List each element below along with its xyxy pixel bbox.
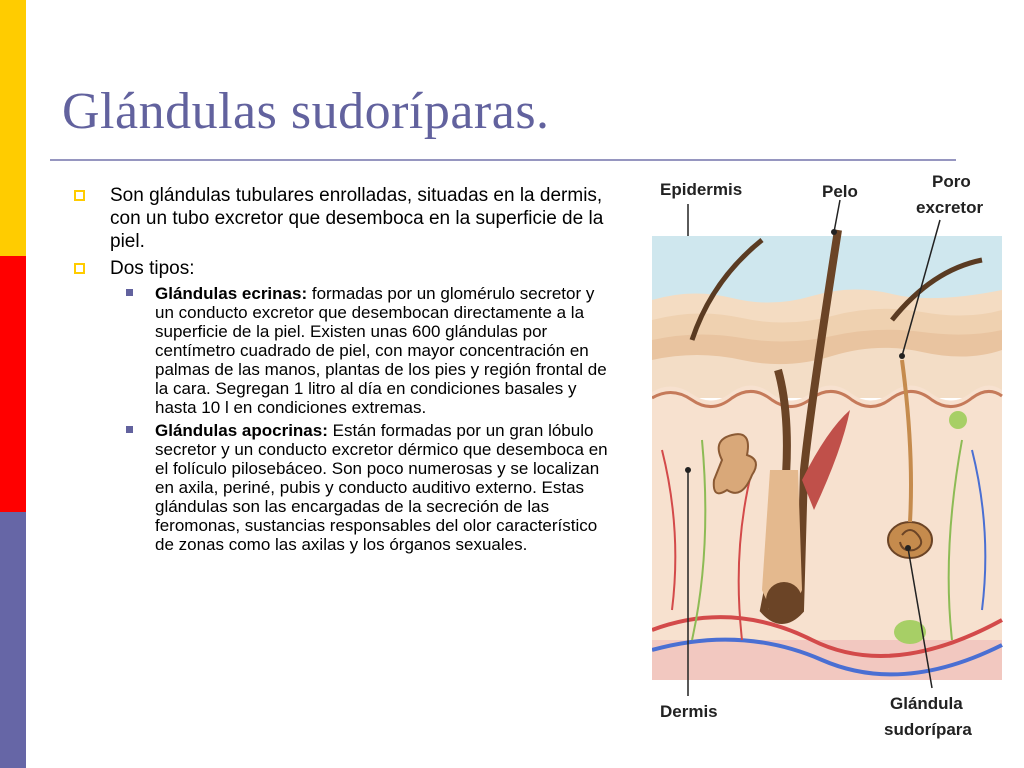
label-glandula-line1: Glándula [890,694,963,713]
label-dermis: Dermis [660,702,718,721]
description-ecrinas: formadas por un glomérulo secretor y un conducto excretor que desembocan directamente a la superficie de la piel. Existen unas 600 glándulas por centímetro cuadrado de piel, con mayor concentración en palmas de las manos, plantas de los pies y región frontal de la cara. Segregan 1 litro al día en condiciones basales y hasta 10 l en condiciones extremas. [155,284,607,417]
label-poro-line1: Poro [932,172,971,191]
label-glandula-line2: sudorípara [884,720,972,739]
subbullet-apocrinas [70,421,610,554]
bullet-text: Son glándulas tubulares enrolladas, situadas en la dermis, con un tubo excretor que desemboca en la superficie de la piel. [110,185,604,252]
term-ecrinas: Glándulas ecrinas: [155,284,308,303]
subbullet-ecrinas [70,284,610,417]
label-epidermis: Epidermis [660,180,743,199]
accent-band-red [0,256,26,512]
square-bullet-icon [74,190,85,201]
slide-title: Glándulas sudoríparas. [62,83,550,140]
skin-diagram [652,170,1004,750]
accent-band-purple [0,512,26,768]
label-poro-line2: excretor [916,198,984,217]
skin-cross-section-illustration [652,170,1004,750]
filled-square-bullet-icon [126,289,133,296]
description-apocrinas: Están formadas por un gran lóbulo secretor y un conducto excretor dérmico que desemboca en el folículo pilosebáceo. Son poco numerosas y se localizan en axila, periné, pubis y conducto auditivo externo. Estas glándulas son las encargadas de la secreción de las feromonas, sustancias responsables del olor característico de zonas como las axilas y los órganos sexuales. [155,421,608,554]
filled-square-bullet-icon [126,426,133,433]
slide-content [70,184,610,558]
bullet-item-1 [70,184,610,253]
term-apocrinas: Glándulas apocrinas: [155,421,328,440]
bullet-item-2 [70,257,610,280]
square-bullet-icon [74,263,85,274]
title-divider [50,159,956,161]
label-pelo: Pelo [822,182,858,201]
bullet-text: Dos tipos: [110,258,195,279]
accent-band-yellow [0,0,26,256]
